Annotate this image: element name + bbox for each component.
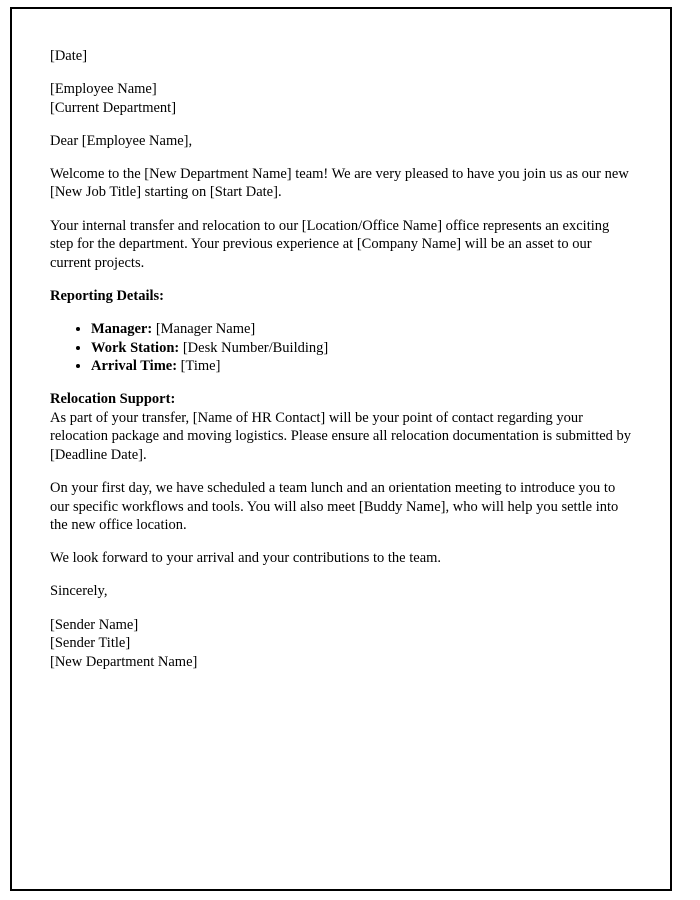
signoff: Sincerely, xyxy=(50,583,108,600)
sender-title: [Sender Title] xyxy=(50,635,131,652)
relocation-support-body: As part of your transfer, [Name of HR Contact] will be your point of contact regarding your relocation package and moving logistics. Please ensure all relocation documentation is submitted by [Deadline Date]. xyxy=(50,409,632,463)
transfer-paragraph: Your internal transfer and relocation to our [Location/Office Name] office represents an exciting step for the department. Your previous experience at [Company Name] will be an asset to our current projects. xyxy=(50,217,610,271)
bullet-value: [Manager Name] xyxy=(152,320,256,337)
closing-paragraph: We look forward to your arrival and your contributions to the team. xyxy=(50,550,442,567)
bullet-value: [Desk Number/Building] xyxy=(179,339,329,356)
list-item-arrival-time xyxy=(91,357,636,376)
recipient-block xyxy=(50,80,636,117)
recipient-department: [Current Department] xyxy=(50,99,177,116)
bullet-label: Work Station: xyxy=(91,339,180,356)
first-day-paragraph: On your first day, we have scheduled a team lunch and an orientation meeting to introduce you to our specific workflows and tools. You will also meet [Buddy Name], who will help you settle into the new office location. xyxy=(50,480,619,534)
sender-department: [New Department Name] xyxy=(50,653,198,670)
sender-name: [Sender Name] xyxy=(50,616,139,633)
relocation-support-heading: Relocation Support: xyxy=(50,391,176,408)
signature-block xyxy=(50,616,636,672)
recipient-name: [Employee Name] xyxy=(50,81,157,98)
list-item-manager xyxy=(91,320,636,339)
salutation: Dear [Employee Name], xyxy=(50,132,193,149)
date-line: [Date] xyxy=(50,48,88,64)
letter-document xyxy=(10,7,672,891)
bullet-label: Arrival Time: xyxy=(91,358,178,375)
reporting-details-heading: Reporting Details: xyxy=(50,287,164,304)
welcome-paragraph: Welcome to the [New Department Name] team! We are very pleased to have you join us as our new [New Job Title] starting on [Start Date]. xyxy=(50,165,629,201)
list-item-workstation xyxy=(91,339,636,358)
bullet-value: [Time] xyxy=(177,358,221,375)
letter-body xyxy=(50,47,636,671)
relocation-support-block xyxy=(50,390,636,464)
bullet-label: Manager: xyxy=(91,320,153,337)
reporting-details-list xyxy=(50,320,636,376)
